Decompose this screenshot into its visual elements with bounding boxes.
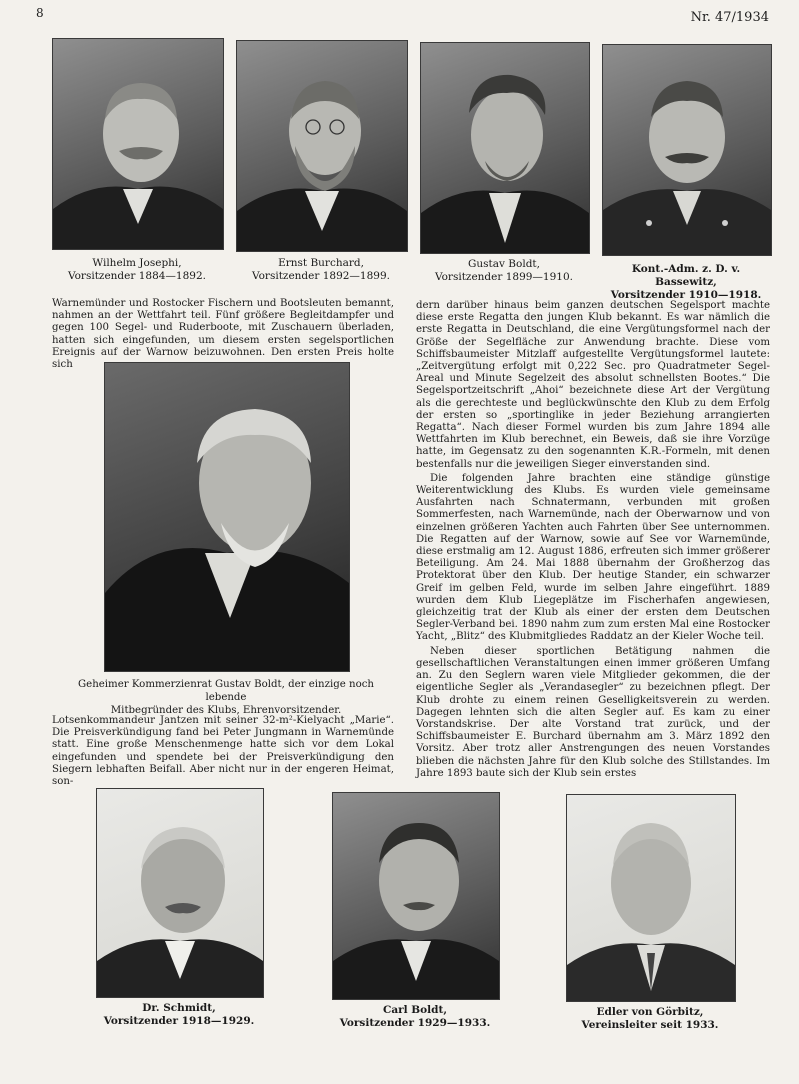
portrait-photo-large: [104, 362, 350, 672]
portrait-caption: [420, 258, 588, 284]
portrait-name: Edler von Görbitz,: [596, 1006, 704, 1018]
portrait-role: Vorsitzender 1929—1933.: [339, 1017, 491, 1029]
article-paragraph: Die folgenden Jahre brachten eine ständige günstige Weiterentwicklung des Klubs. Es wurden viele gemeinsame Ausfahrten nach Schnatermann, verbunden mit großen Sommerfesten, nach Warnemünde, nach der Oberwarnow und von einzelnen größeren Yachten auch Fahrten über See unternommen. Die Regatten auf der Warnow, sowie auf See vor Warnemünde, diese erstmalig am 12. August 1886, erfreuten sich immer größerer Beteiligung. Am 24. Mai 1888 übernahm der Großherzog das Protektorat über den Klub. Der heutige Stander, ein schwarzer Greif im gelben Feld, wurde im selben Jahre eingeführt. 1889 wurden dem Klub Liegeplätze im Fischerhafen angewiesen, gleichzeitig trat der Klub als einer der ersten dem Deutschen Segler-Verband bei. 1890 nahm zum zum ersten Mal eine Rostocker Yacht, „Blitz“ des Klubmitgliedes Raddatz an der Kieler Woche teil.: [416, 472, 770, 643]
portrait-caption: [332, 1004, 498, 1030]
portrait-name: Ernst Burchard,: [278, 257, 364, 269]
portrait-name: Carl Boldt,: [382, 1004, 448, 1016]
portrait-role: Vorsitzender 1910—1918.: [610, 289, 762, 301]
article-column-right: [416, 300, 770, 782]
article-paragraph: Lotsenkommandeur Jantzen mit seiner 32-m²-Kielyacht „Marie“. Die Preisverkündigung fand bei Peter Jungmann in Warnemünde statt. Eine große Menschenmenge hatte sich vor dem Lokal eingefunden und spendete bei der Preisverkündigung den Siegern lebhaften Beifall. Aber nicht nur in der engeren Heimat, son-: [52, 715, 394, 788]
portrait-photo: [602, 44, 772, 256]
portrait-gustav-boldt-young-image: [421, 43, 589, 253]
portrait-name: Dr. Schmidt,: [142, 1002, 216, 1014]
portrait-photo: [236, 40, 408, 252]
portrait-role: Vorsitzender 1892—1899.: [251, 270, 390, 282]
portrait-role: Vorsitzender 1918—1929.: [103, 1015, 255, 1027]
portrait-caption: [236, 257, 406, 283]
portrait-name: Wilhelm Josephi,: [92, 257, 182, 269]
portrait-caption: [600, 263, 772, 302]
issue-number: Nr. 47/1934: [690, 10, 769, 25]
portrait-caption: [566, 1006, 734, 1032]
page-number: 8: [36, 6, 44, 20]
article-paragraph: Warnemünder und Rostocker Fischern und Bootsleuten bemannt, nahmen an der Wettfahrt teil. Fünf größere Begleitdampfer und gegen 100 Segel- und Ruderboote, mit Zuschauern überladen, hatten sich eingefunden, um diesem ersten segelsportlichen Ereignis auf der Warnow beizuwohnen. Den ersten Preis holte sich: [52, 298, 394, 371]
portrait-josephi-image: [53, 39, 223, 249]
article-paragraph: Neben dieser sportlichen Betätigung nahmen die gesellschaftlichen Veranstaltungen einen immer größeren Umfang an. Zu den Seglern waren viele Mitglieder gekommen, die der eigentliche Segler als „Verandasegler“ zu bezeichnen pflegt. Der Klub drohte zu einem reinen Geselligkeitsverein zu werden. Dagegen lehnten sich die alten Segler auf. Es kam zu einer Vorstandskrise. Der alte Vorstand trat zurück, und der Schiffsbaumeister E. Burchard übernahm am 3. März 1892 den Vorsitz. Aber trotz aller Anstrengungen des neuen Vorstandes blieben die nächsten Jahre für den Klub solche des Stillstandes. Im Jahre 1893 baute sich der Klub sein erstes: [416, 645, 770, 779]
portrait-caption: [52, 257, 222, 283]
portrait-carl-boldt-image: [333, 793, 499, 999]
portrait-goerbitz-image: [567, 795, 735, 1001]
portrait-burchard-image: [237, 41, 407, 251]
portrait-photo: [96, 788, 264, 998]
article-column-left-bottom: [52, 715, 394, 790]
portrait-name: Gustav Boldt,: [468, 258, 540, 270]
portrait-role: Vorsitzender 1899—1910.: [434, 271, 573, 283]
portrait-photo: [566, 794, 736, 1002]
portrait-gustav-boldt-elder-image: [105, 363, 349, 671]
portrait-name: Kont.-Adm. z. D. v. Bassewitz,: [631, 263, 741, 288]
portrait-role: Vorsitzender 1884—1892.: [67, 270, 206, 282]
large-portrait-caption: [56, 678, 396, 717]
portrait-role: Vereinsleiter seit 1933.: [581, 1019, 719, 1031]
portrait-bassewitz-image: [603, 45, 771, 255]
portrait-photo: [420, 42, 590, 254]
article-paragraph: dern darüber hinaus beim ganzen deutschen Segelsport machte diese erste Regatta den jungen Klub bekannt. Es war nämlich die erste Regatta in Deutschland, die eine Vergütungsformel nach der Größe der Segelfläche zur Anwendung brachte. Diese vom Schiffsbaumeister Mitzlaff aufgestellte Vergütungsformel lautete: „Zeitvergütung erfolgt mit 0,222 Sec. pro Quadratmeter Segel-Areal und Minute Segelzeit des absolut schnellsten Bootes.“ Die Segelsportzeitschrift „Ahoi“ bezeichnete diese Art der Vergütung als die gerechteste und beglückwünschte den Klub zu dem Erfolg der ersten so „sportinglike in jeder Beziehung arrangierten Regatta“. Nach dieser Formel wurden bis zum Jahre 1894 alle Wettfahrten im Klub berechnet, ein Beweis, daß sie ihre Vorzüge hatte, im Gegensatz zu den sogenannten K.R.-Formeln, mit denen bestenfalls nur die jeweiligen Sieger einverstanden sind.: [416, 300, 770, 470]
portrait-photo: [332, 792, 500, 1000]
caption-line: Geheimer Kommerzienrat Gustav Boldt, der einzige noch lebende: [78, 679, 374, 703]
caption-line: Mitbegründer des Klubs, Ehrenvorsitzender.: [110, 705, 342, 716]
portrait-photo: [52, 38, 224, 250]
portrait-caption: [96, 1002, 262, 1028]
portrait-schmidt-image: [97, 789, 263, 997]
